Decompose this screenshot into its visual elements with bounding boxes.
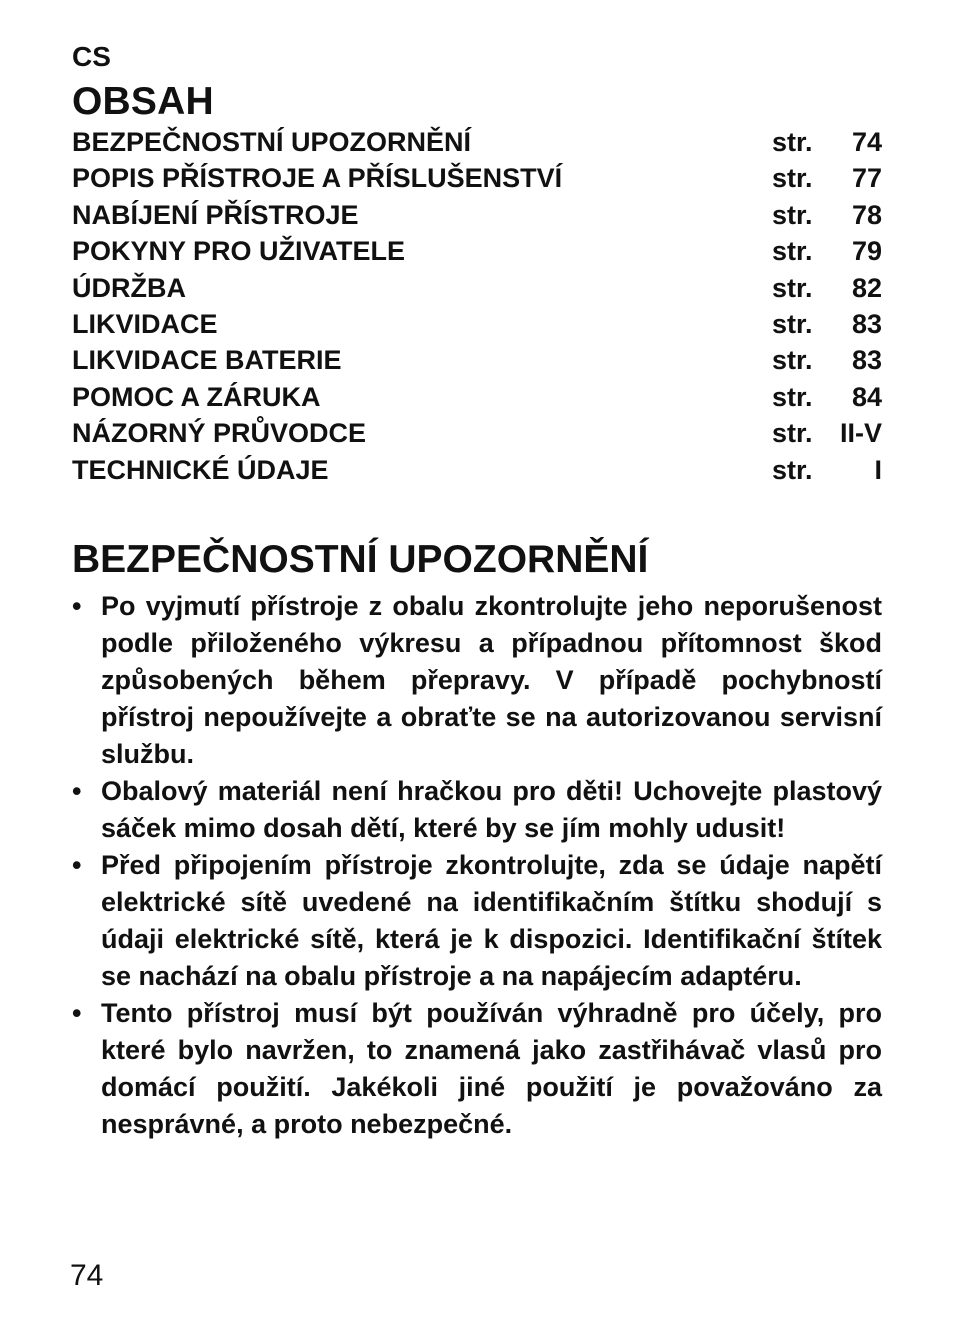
toc-entry-page: 77 — [851, 163, 882, 194]
table-of-contents — [72, 124, 882, 488]
language-code: CS — [72, 41, 111, 72]
toc-entry-prefix: str. — [772, 163, 813, 194]
toc-entry-prefix: str. — [772, 308, 813, 339]
bullet-icon: • — [72, 997, 82, 1028]
safety-heading: BEZPEČNOSTNÍ UPOZORNĚNÍ — [72, 537, 649, 581]
toc-entry-prefix: str. — [772, 236, 813, 267]
toc-entry-page: 82 — [851, 272, 882, 303]
bullet-icon: • — [72, 849, 82, 880]
toc-entry-prefix: str. — [772, 272, 813, 303]
toc-entry — [72, 233, 882, 269]
toc-heading: OBSAH — [72, 80, 214, 123]
toc-entry-title: LIKVIDACE BATERIE — [72, 345, 342, 376]
toc-entry — [72, 415, 882, 451]
toc-entry-prefix: str. — [772, 454, 813, 485]
toc-entry-prefix: str. — [772, 418, 813, 449]
toc-entry-prefix: str. — [772, 199, 813, 230]
safety-item-text: Po vyjmutí přístroje z obalu zkontrolujte jeho neporušenost podle přiloženého výkresu a případnou přítomnost škod způsobených během přepravy. V případě pochybností přístroj nepoužívejte a obraťte se na autorizovanou servisní službu. — [101, 590, 882, 769]
bullet-icon: • — [72, 775, 82, 806]
safety-item-text: Před připojením přístroje zkontrolujte, zda se údaje napětí elektrické sítě uvedené na identifikačním štítku shodují s údaji elektrické sítě, která je k dispozici. Identifikační štítek se nachází na obalu přístroje a na napájecím adaptéru. — [101, 849, 882, 991]
toc-entry — [72, 270, 882, 306]
page-number: 74 — [70, 1259, 104, 1292]
toc-entry-page: 83 — [851, 308, 882, 339]
safety-item — [72, 773, 882, 847]
toc-entry-title: LIKVIDACE — [72, 308, 218, 339]
toc-entry-prefix: str. — [772, 345, 813, 376]
toc-entry-page: 84 — [851, 381, 882, 412]
toc-entry-title: NÁZORNÝ PRŮVODCE — [72, 418, 367, 449]
toc-entry-title: NABÍJENÍ PŘÍSTROJE — [72, 199, 359, 230]
toc-entry-title: POPIS PŘÍSTROJE A PŘÍSLUŠENSTVÍ — [72, 163, 563, 194]
toc-entry-page: I — [874, 454, 882, 485]
toc-entry-page: 74 — [851, 127, 882, 157]
toc-entry-page: 78 — [851, 199, 882, 230]
toc-entry-page: 83 — [851, 345, 882, 376]
toc-entry — [72, 342, 882, 378]
toc-entry-title: BEZPEČNOSTNÍ UPOZORNĚNÍ — [72, 127, 472, 157]
toc-entry — [72, 452, 882, 488]
toc-entry — [72, 306, 882, 342]
safety-item-text: Tento přístroj musí být používán výhradně pro účely, pro které bylo navržen, to znamená jako zastřihávač vlasů pro domácí použití. Jakékoli jiné použití je považováno za nesprávné, a proto nebezpečné. — [101, 997, 882, 1139]
toc-entry-page: II-V — [839, 418, 882, 449]
bullet-icon: • — [72, 590, 82, 621]
toc-entry-title: POKYNY PRO UŽIVATELE — [72, 236, 406, 267]
safety-item — [72, 995, 882, 1143]
toc-entry — [72, 379, 882, 415]
toc-entry — [72, 124, 882, 160]
toc-entry-title: POMOC A ZÁRUKA — [72, 381, 321, 412]
toc-entry — [72, 197, 882, 233]
toc-entry-page: 79 — [851, 236, 882, 267]
document-page — [72, 40, 882, 1143]
toc-entry-prefix: str. — [772, 127, 813, 157]
toc-entry-title: ÚDRŽBA — [72, 272, 186, 303]
safety-item-text: Obalový materiál není hračkou pro děti! Uchovejte plastový sáček mimo dosah dětí, které by se jím mohly udusit! — [101, 775, 882, 843]
safety-list — [72, 588, 882, 1143]
toc-entry — [72, 160, 882, 196]
toc-entry-title: TECHNICKÉ ÚDAJE — [72, 454, 329, 485]
safety-item — [72, 588, 882, 773]
safety-item — [72, 847, 882, 995]
toc-entry-prefix: str. — [772, 381, 813, 412]
